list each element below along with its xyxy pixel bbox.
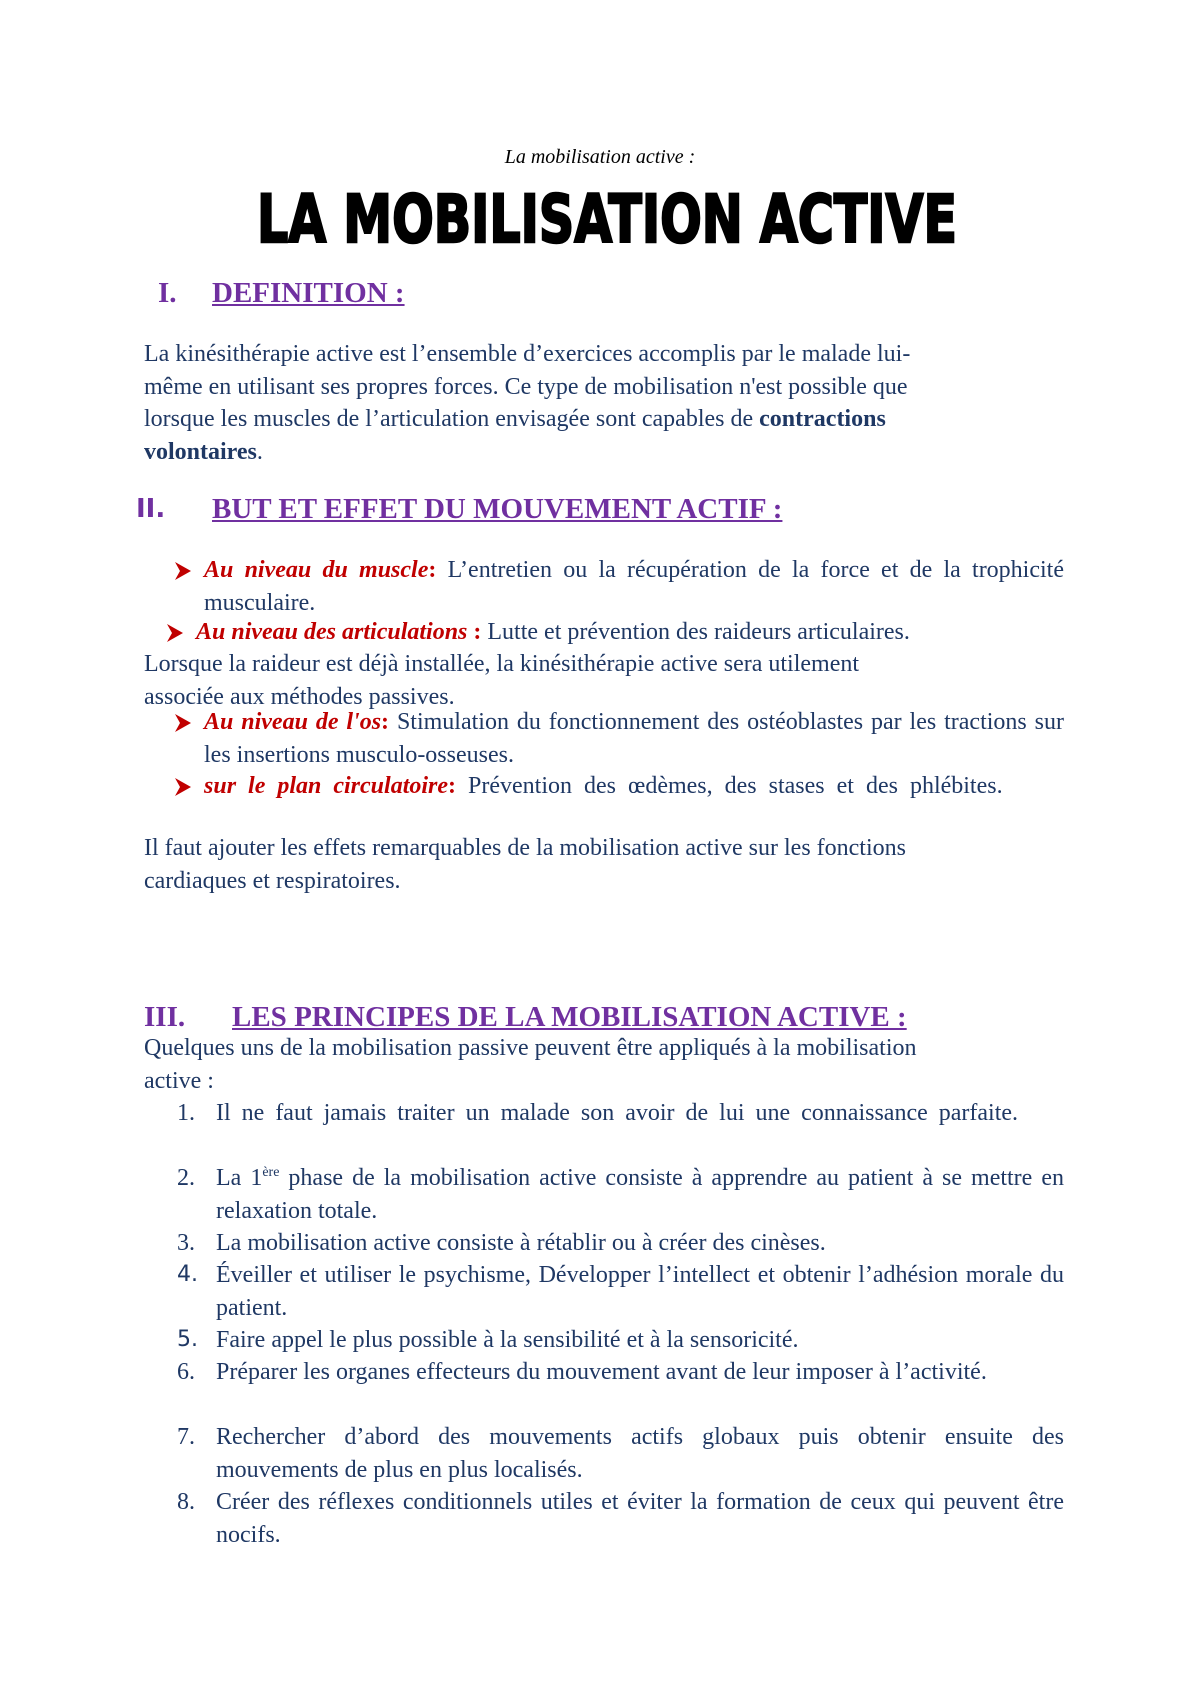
list-item-text: Rechercher d’abord des mouvements actifs globaux puis obtenir ensuite des mouvements de plus en plus localisés. [216, 1424, 1064, 1483]
arrow-bullet-icon [174, 713, 192, 733]
list-item-text-a: La 1 [216, 1165, 263, 1191]
list-item-text: La mobilisation active consiste à rétablir ou à créer des cinèses. [216, 1230, 826, 1256]
list-item-number: 1. [177, 1100, 195, 1126]
raideur-line-1: Lorsque la raideur est déjà installée, la kinésithérapie active sera utilement [144, 651, 860, 677]
list-item-text: Préparer les organes effecteurs du mouvement avant de leur imposer à l’activité. [216, 1359, 987, 1385]
definition-period: . [256, 438, 263, 465]
list-item-number: 7. [177, 1424, 195, 1450]
list-item-number: 2. [177, 1165, 195, 1191]
list-item-number: 3. [177, 1230, 195, 1256]
list-item-text: Éveiller et utiliser le psychisme, Développer l’intellect et obtenir l’adhésion morale du patient. [216, 1262, 1064, 1321]
bullet-os-body: Stimulation du fonctionnement des ostéoblastes par les tractions sur les insertions musculo-osseuses. [204, 709, 1064, 768]
bullet-os-lead: Au niveau de l'os [204, 709, 382, 735]
arrow-bullet-icon [174, 561, 192, 581]
section-1-title: DEFINITION : [212, 277, 405, 309]
definition-line-3-text: lorsque les muscles de l’articulation envisagée sont capables de [144, 406, 760, 432]
bullet-articulations-lead: Au niveau des articulations [196, 619, 468, 645]
bullet-os-sep: : [381, 709, 397, 735]
bullet-circulatoire-body: Prévention des œdèmes, des stases et des phlébites. [468, 773, 1003, 799]
definition-line-2: même en utilisant ses propres forces. Ce type de mobilisation n'est possible que [144, 373, 908, 400]
list-item-number: 5. [177, 1327, 198, 1352]
list-item-text: Créer des réflexes conditionnels utiles et éviter la formation de ceux qui peuvent être nocifs. [216, 1489, 1064, 1548]
section-2-title: BUT ET EFFET DU MOUVEMENT ACTIF : [212, 493, 783, 525]
raideur-paragraph [144, 648, 1064, 713]
definition-line-4 [144, 436, 1064, 469]
list-item-text: Faire appel le plus possible à la sensibilité et à la sensoricité. [216, 1327, 799, 1353]
principes-intro-line-1: Quelques uns de la mobilisation passive peuvent être appliqués à la mobilisation [144, 1035, 917, 1061]
bullet-muscle-lead: Au niveau du muscle [204, 557, 429, 583]
bullet-articulations-sep: : [467, 619, 488, 645]
list-item-text: Il ne faut jamais traiter un malade son avoir de lui une connaissance parfaite. [216, 1100, 1019, 1126]
bullet-muscle-body: L’entretien ou la récupération de la force et de la trophicité musculaire. [204, 557, 1064, 616]
definition-line-3 [144, 403, 1064, 436]
bullet-os-text [204, 706, 1064, 771]
principes-intro [144, 1032, 1064, 1097]
bullet-articulations-text [196, 616, 1064, 649]
definition-line-1: La kinésithérapie active est l’ensemble d’exercices accomplis par le malade lui- [144, 341, 911, 367]
page-header: La mobilisation active : [504, 146, 696, 168]
bullet-circulatoire-text [204, 770, 1064, 803]
effets-line-2: cardiaques et respiratoires. [144, 867, 401, 894]
list-item-number: 4. [177, 1262, 198, 1287]
bullet-circulatoire-lead: sur le plan circulatoire [204, 773, 449, 799]
section-3-number: III. [144, 1001, 186, 1033]
section-3-title: LES PRINCIPES DE LA MOBILISATION ACTIVE : [232, 1001, 907, 1033]
principes-intro-line-2: active : [144, 1067, 214, 1094]
list-item-text [216, 1162, 1064, 1227]
definition-emphasis-1: contractions [759, 406, 886, 432]
list-item-superscript: ère [262, 1165, 280, 1180]
list-item-text-b: phase de la mobilisation active consiste à apprendre au patient à se mettre en relaxation totale. [216, 1165, 1064, 1224]
title-wordart [250, 172, 965, 262]
definition-emphasis-2: volontaires [144, 438, 257, 465]
list-item-number: 6. [177, 1359, 195, 1385]
raideur-line-2: associée aux méthodes passives. [144, 683, 455, 710]
arrow-bullet-icon [174, 777, 192, 797]
list-item-number: 8. [177, 1489, 195, 1515]
section-1-number: I. [158, 277, 177, 309]
definition-paragraph [144, 338, 1064, 468]
effets-line-1: Il faut ajouter les effets remarquables de la mobilisation active sur les fonctions [144, 835, 906, 861]
bullet-circulatoire-sep: : [448, 773, 469, 799]
bullet-muscle-text [204, 554, 1064, 619]
bullet-articulations-body: Lutte et prévention des raideurs articulaires. [487, 619, 910, 645]
arrow-bullet-icon [166, 623, 184, 643]
effets-paragraph [144, 832, 1064, 897]
bullet-muscle-sep: : [428, 557, 448, 583]
section-2-number: II. [136, 494, 166, 524]
title-wordart-text: LA MOBILISATION ACTIVE [257, 181, 957, 258]
